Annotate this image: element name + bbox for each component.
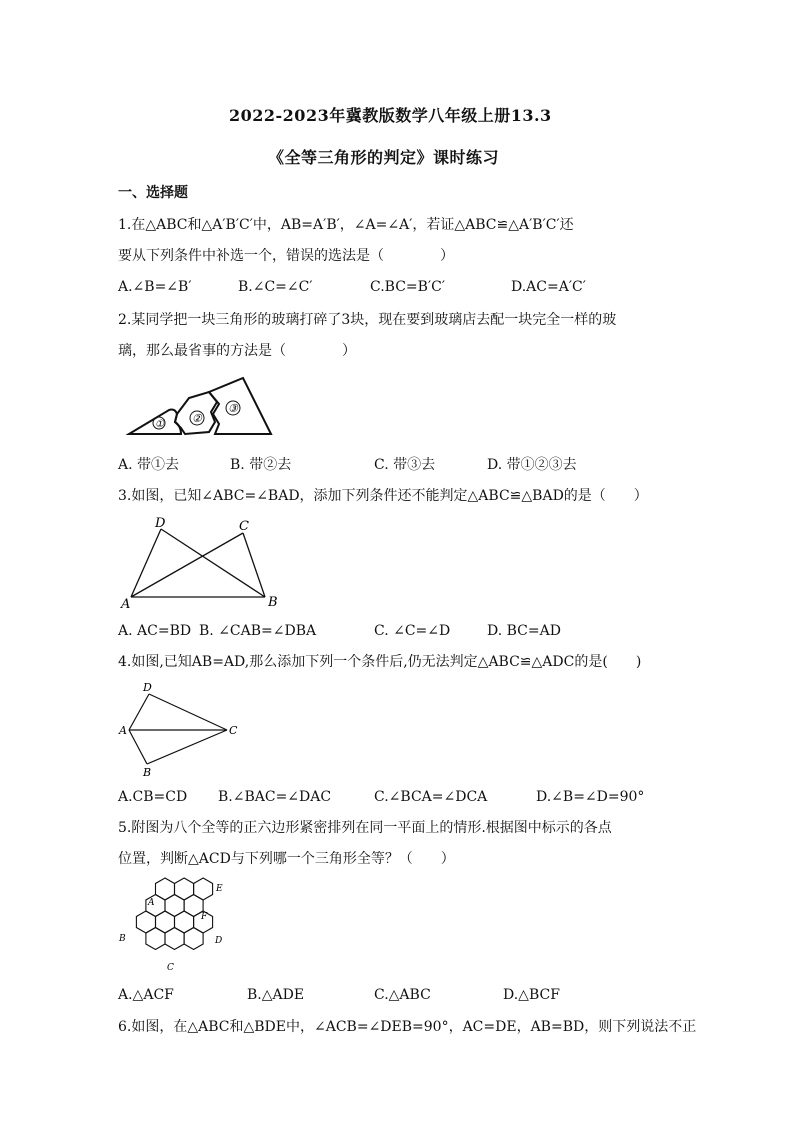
q3-option-b: B. ∠CAB=∠DBA bbox=[199, 623, 317, 639]
hex-label-d: D bbox=[215, 936, 223, 946]
hex-label-c: C bbox=[167, 963, 174, 973]
doc-title-line1: 2022-2023年冀教版数学八年级上册13.3 bbox=[229, 106, 552, 125]
q4-option-b: B.∠BAC=∠DAC bbox=[218, 789, 332, 805]
hexagon-cell bbox=[146, 928, 165, 950]
hex-label-e: E bbox=[216, 884, 223, 894]
q1-option-b: B.∠C=∠C′ bbox=[238, 279, 313, 295]
q2-option-a: A. 带①去 bbox=[118, 457, 180, 473]
section-heading: 一、选择题 bbox=[118, 185, 188, 201]
q1-stem-line1: 1.在△ABC和△A′B′C′中，AB=A′B′，∠A=∠A′，若证△ABC≌△A′B′C′还 bbox=[118, 217, 574, 233]
broken-glass-figure bbox=[125, 372, 275, 442]
q3-option-d: D. BC=AD bbox=[487, 623, 561, 639]
hex-label-a: A bbox=[148, 898, 155, 908]
hex-label-f: F bbox=[201, 912, 208, 922]
q3-label-a: A bbox=[121, 597, 131, 610]
q2-stem-line2: 璃，那么最省事的方法是（ ） bbox=[118, 343, 356, 359]
glass-label-1: ① bbox=[155, 419, 164, 430]
q1-stem-line2: 要从下列条件中补选一个，错误的选法是（ ） bbox=[118, 248, 454, 264]
hexagon-grid-figure bbox=[115, 875, 240, 975]
q2-option-d: D. 带①②③去 bbox=[487, 457, 577, 473]
q4-kite-figure bbox=[115, 680, 245, 780]
q3-stem: 3.如图，已知∠ABC=∠BAD，添加下列条件还不能判定△ABC≌△BAD的是（ ） bbox=[118, 488, 648, 504]
q3-label-d: D bbox=[155, 516, 166, 531]
q2-option-b: B. 带②去 bbox=[230, 457, 292, 473]
q4-option-c: C.∠BCA=∠DCA bbox=[374, 789, 488, 805]
q4-option-a: A.CB=CD bbox=[118, 789, 188, 805]
q3-option-a: A. AC=BD bbox=[118, 623, 192, 639]
glass-label-2: ② bbox=[192, 412, 202, 425]
q3-option-c: C. ∠C=∠D bbox=[374, 623, 451, 639]
doc-title-line2: 《全等三角形的判定》课时练习 bbox=[268, 148, 500, 167]
q4-label-c: C bbox=[229, 724, 238, 737]
q5-stem-line2: 位置，判断△ACD与下列哪一个三角形全等？（ ） bbox=[118, 851, 455, 867]
q2-stem-line1: 2.某同学把一块三角形的玻璃打碎了3块，现在要到玻璃店去配一块完全一样的玻 bbox=[118, 312, 617, 328]
q5-option-b: B.△ADE bbox=[247, 987, 305, 1003]
q3-label-c: C bbox=[239, 519, 249, 534]
q5-option-a: A.△ACF bbox=[118, 987, 174, 1003]
hexagon-cell bbox=[184, 928, 203, 950]
q3-label-b: B bbox=[268, 595, 278, 610]
q2-option-c: C. 带③去 bbox=[374, 457, 436, 473]
hexagon-cell bbox=[165, 928, 184, 950]
q1-option-a: A.∠B=∠B′ bbox=[118, 279, 192, 295]
q5-stem-line1: 5.附图为八个全等的正六边形紧密排列在同一平面上的情形.根据图中标示的各点 bbox=[118, 820, 612, 836]
q4-label-d: D bbox=[143, 681, 152, 694]
q1-option-d: D.AC=A′C′ bbox=[511, 279, 586, 295]
q4-label-a: A bbox=[119, 724, 127, 737]
q4-option-d: D.∠B=∠D=90° bbox=[536, 789, 645, 805]
q4-stem: 4.如图,已知AB=AD,那么添加下列一个条件后,仍无法判定△ABC≌△ADC的是( ) bbox=[118, 654, 642, 670]
q3-triangles-figure bbox=[115, 515, 290, 610]
q5-option-d: D.△BCF bbox=[503, 987, 560, 1003]
hex-label-b: B bbox=[119, 934, 126, 944]
q6-stem-line1: 6.如图，在△ABC和△BDE中，∠ACB=∠DEB=90°，AC=DE，AB=BD，则下列说法不正 bbox=[118, 1019, 697, 1035]
q4-label-b: B bbox=[143, 766, 152, 779]
q1-option-c: C.BC=B′C′ bbox=[370, 279, 446, 295]
q5-option-c: C.△ABC bbox=[374, 987, 431, 1003]
glass-label-3: ③ bbox=[228, 402, 238, 415]
